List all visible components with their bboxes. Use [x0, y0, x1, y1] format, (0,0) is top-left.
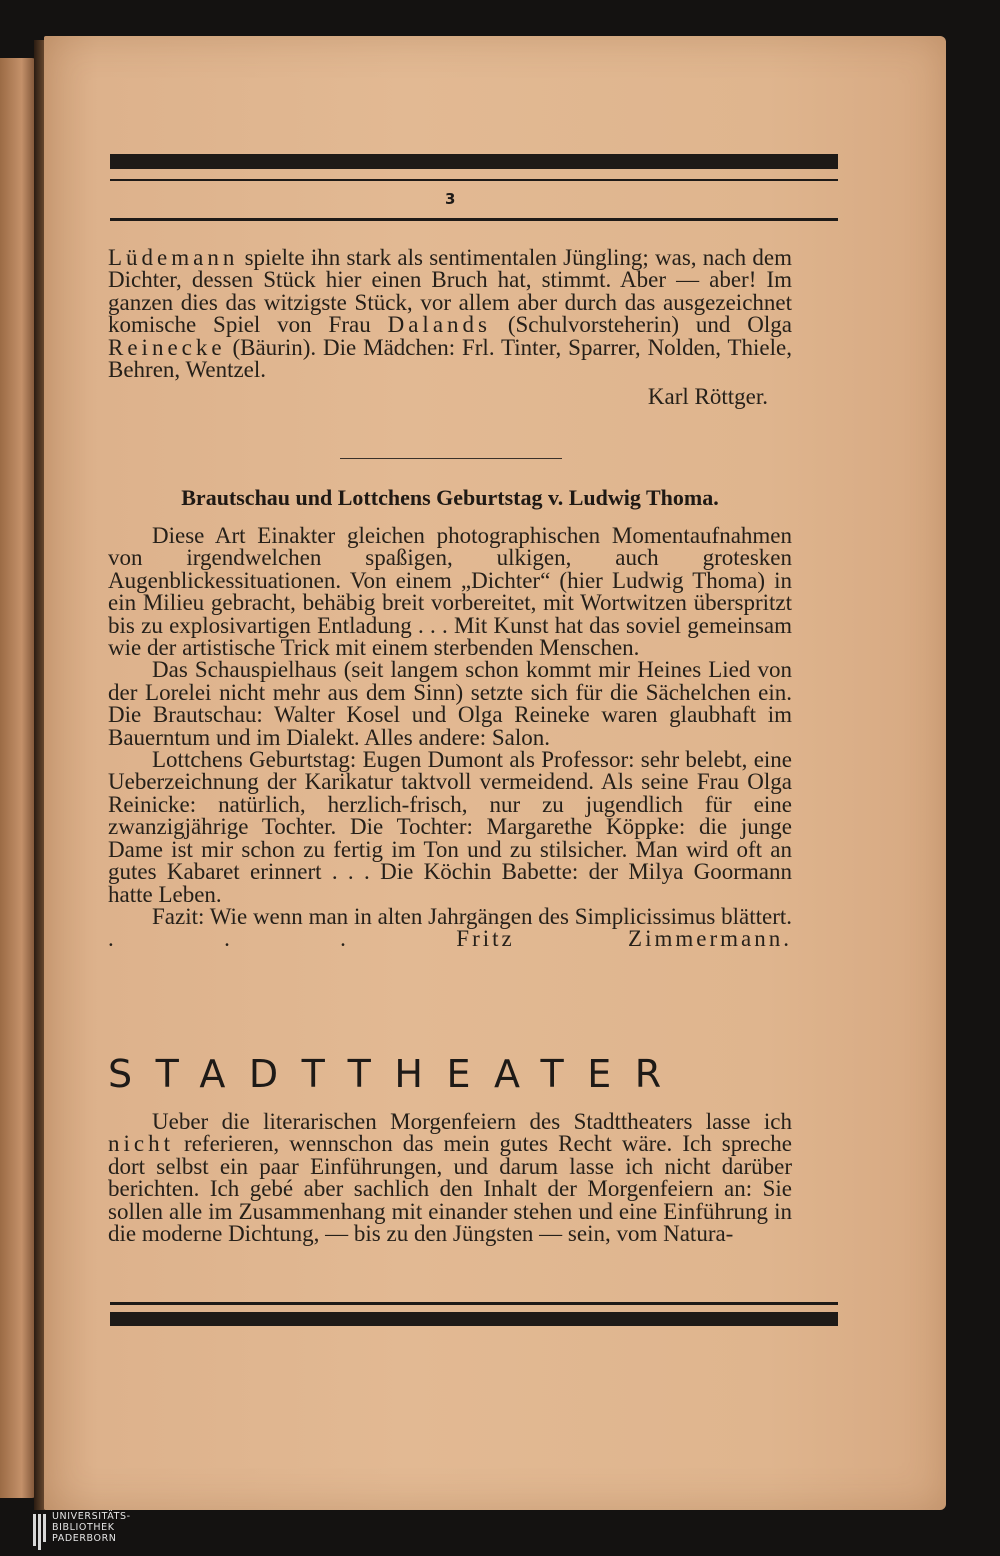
section-paragraph: [108, 1111, 792, 1245]
header-rule-bottom: [110, 218, 838, 221]
review-1-text: [108, 247, 792, 409]
review-2-paragraph-1: Diese Art Einakter gleichen photographischen Momentaufnahmen von irgendwelchen spaßigen, ulkigen, auch grotesken Augenblickessituationen. Von einem „Dichter“ (hier Ludwig Thoma) in ein Milieu gebracht, behäbig breit vorbereitet, mit Wortwitzen überspritzt bis zu explosivartigen Entladung . . . Mit Kunst hat das soviel gemeinsam wie der artistische Trick mit einem sterbenden Menschen.: [108, 523, 792, 661]
actor-name: Lüdemann: [108, 245, 239, 270]
actor-name: Dalands: [387, 312, 491, 338]
review-2-heading: Brautschau und Lottchens Geburtstag v. Ludwig Thoma.: [181, 485, 719, 510]
review-2-closing: [108, 903, 792, 952]
section-text-run: referieren, wennschon das mein gutes Recht wäre. Ich spreche dort selbst ein paar Einführungen, und darum lasse ich nicht darüber berichten. Ich gebé aber sachlich den Inhalt der Morgenfeiern an: Sie sollen alle im Zusammenhang mit einander stehen und eine Einführung in die moderne Dichtung, — bis zu den Jüngsten — sein, vom Natura-: [108, 1131, 792, 1247]
footer-rule-thin: [110, 1302, 838, 1305]
review-text-run: spielte ihn stark als sentimentalen Jüngling; was, nach dem Dichter, dessen Stück hier einen Bruch hat, stimmt. Aber — aber! Im ganzen dies das witzigste Stück, vor allem aber durch das ausgezeichnet komische Spiel von Frau: [108, 245, 792, 338]
page-number: 3: [445, 190, 456, 208]
emphasis-word: nicht: [108, 1131, 174, 1157]
left-page-edge: [0, 58, 36, 1498]
review-1-paragraph: [108, 247, 792, 381]
review-2-signature: Fritz Zimmermann.: [456, 926, 792, 952]
header-rule-thick: [110, 154, 838, 169]
review-2-paragraph-2: Das Schauspielhaus (seit langem schon kommt mir Heines Lied von der Lorelei nicht mehr aus dem Sinn) setzte sich für die Sächelchen ein. Die Brautschau: Walter Kosel und Olga Reineke waren glaubhaft im Bauerntum und im Dialekt. Alles andere: Salon.: [108, 657, 792, 750]
review-text-run: (Bäurin). Die Mädchen: Frl. Tinter, Sparrer, Nolden, Thiele, Behren, Wentzel.: [108, 334, 792, 383]
review-1-signature: Karl Röttger.: [647, 384, 768, 410]
header-rule-thin: [110, 179, 838, 181]
review-2-paragraph-3: Lottchens Geburtstag: Eugen Dumont als Professor: sehr belebt, eine Ueberzeichnung der Karikatur taktvoll vermeidend. Als seine Frau Olga Reinicke: natürlich, herzlich-frisch, nur zu jugendlich für eine zwanzigjährige Tochter. Die Tochter: Margarethe Köppke: die junge Dame ist mir schon zu fertig im Ton und zu stilsicher. Man wird oft an gutes Kabaret erinnert . . . Die Köchin Babette: der Milya Goormann hatte Leben.: [108, 747, 792, 907]
actor-name: Reinecke: [108, 334, 226, 360]
section-text: [108, 1111, 792, 1245]
review-text-run: (Schulvorsteherin) und Olga: [490, 312, 792, 338]
review-2-closing-text: Fazit: Wie wenn man in alten Jahrgängen des Simplicissimus blättert. . . .: [108, 903, 792, 952]
library-logo-text: UNIVERSITÄTS- BIBLIOTHEK PADERBORN: [52, 1511, 131, 1544]
footer-rule-thick: [110, 1312, 838, 1326]
library-logo-icon: [32, 1510, 50, 1552]
library-logo: [32, 1510, 232, 1552]
section-text-run: Ueber die literarischen Morgenfeiern des Stadttheaters lasse ich: [152, 1109, 792, 1134]
section-title: STADTTHEATER: [108, 1052, 685, 1096]
review-2-text: [108, 525, 792, 951]
separator-rule: [340, 458, 562, 459]
